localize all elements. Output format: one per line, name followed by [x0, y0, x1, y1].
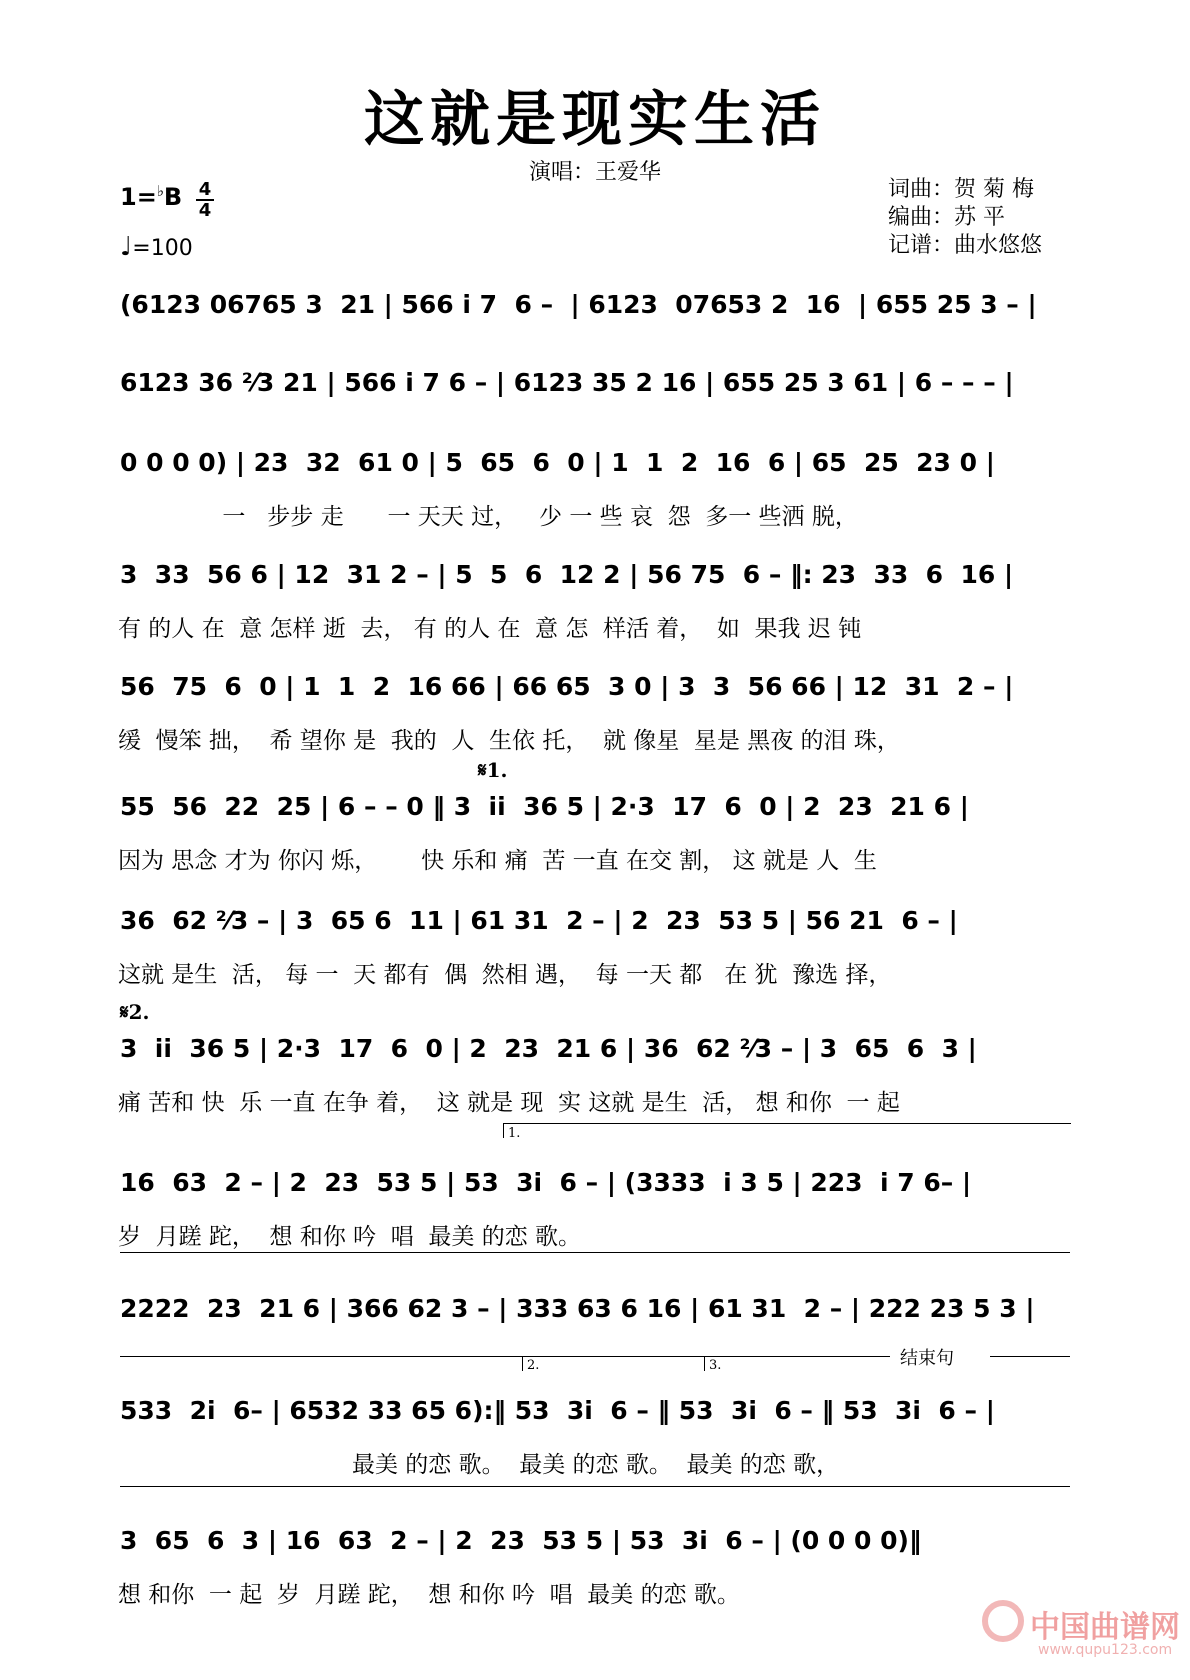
quarter-note-icon: ♩ — [120, 232, 133, 262]
lyrics-line: 有 的人 在 意 怎样 逝 去， 有 的人 在 意 怎 样活 着， 如 果我 迟 钝 — [118, 616, 862, 642]
tempo-marking — [120, 232, 193, 262]
notes-line: 3 ii 36 5 | 2·3 17 6 0 | 2 23 21 6 | 36 62 ²⁄3 – | 3 65 6 3 | — [120, 1034, 977, 1063]
notes-line: 56 75 6 0 | 1 1 2 16 66 | 66 65 3 0 | 3 3 56 66 | 12 31 2 – | — [120, 672, 1014, 701]
song-title: 这就是现实生活 — [364, 85, 826, 155]
lyrics-line: 一 步步 走 一 天天 过， 少 一 些 哀 怨 多一 些洒 脱， — [120, 504, 858, 530]
volta-1-label: 1. — [508, 1126, 521, 1141]
watermark-url: www.qupu123.com — [1038, 1642, 1173, 1658]
notes-line: 0 0 0 0) | 23 32 61 0 | 5 65 6 0 | 1 1 2 16 6 | 65 25 23 0 | — [120, 448, 995, 477]
volta-1-bracket — [503, 1123, 1071, 1138]
ending-phrase-rule — [990, 1356, 1070, 1357]
lyrics-line: 想 和你 一 起 岁 月蹉 跎， 想 和你 吟 唱 最美 的恋 歌。 — [118, 1582, 740, 1608]
volta-3-label: 3. — [709, 1358, 722, 1373]
ending-phrase-label: 结束句 — [900, 1348, 954, 1369]
credits-block — [888, 176, 1042, 260]
key-note: B — [163, 183, 183, 211]
lyrics-line: 这就 是生 活， 每 一 天 都有 偶 然相 遇， 每 一天 都 在 犹 豫选 择， — [118, 962, 892, 988]
flat-symbol: ♭ — [156, 182, 164, 200]
notes-line: 6123 36 ²⁄3 21 | 566 i 7 6 – | 6123 35 2 16 | 655 25 3 61 | 6 – – – | — [120, 368, 1014, 397]
lyrics-line: 因为 思念 才为 你闪 烁， 快 乐和 痛 苦 一直 在交 割， 这 就是 人 生 — [118, 848, 877, 874]
notes-line: 3 33 56 6 | 12 31 2 – | 5 5 6 12 2 | 56 75 6 – ‖: 23 33 6 16 | — [120, 560, 1014, 589]
time-signature-bottom: 4 — [196, 199, 214, 220]
lyrics-line: 痛 苦和 快 乐 一直 在争 着， 这 就是 现 实 这就 是生 活， 想 和你 一 起 — [118, 1090, 900, 1116]
notes-line: (6123 06765 3 21 | 566 i 7 6 – | 6123 07653 2 16 | 655 25 3 – | — [120, 290, 1037, 319]
notes-line: 55 56 22 25 | 6 – – 0 ‖ 3 ii 36 5 | 2·3 17 6 0 | 2 23 21 6 | — [120, 792, 969, 821]
time-signature-top: 4 — [198, 179, 212, 200]
credit-lyrics-music: 词曲：贺 菊 梅 — [888, 177, 1034, 202]
site-watermark — [982, 1600, 1182, 1670]
watermark-brand: 中国曲谱网 — [1030, 1610, 1180, 1645]
credit-arranger: 编曲：苏 平 — [888, 205, 1005, 230]
volta-3-bracket — [704, 1356, 885, 1371]
segno-mark-2: 𝄋2. — [120, 1000, 150, 1024]
notes-line: 2222 23 21 6 | 366 62 3 – | 333 63 6 16 | 61 31 2 – | 222 23 5 3 | — [120, 1294, 1035, 1323]
time-signature — [196, 180, 214, 220]
lyrics-line: 缓 慢笨 拙， 希 望你 是 我的 人 生依 托， 就 像星 星是 黑夜 的泪 珠， — [118, 728, 900, 754]
tempo-value: =100 — [132, 236, 193, 261]
notes-line: 3 65 6 3 | 16 63 2 – | 2 23 53 5 | 53 3i 6 – | (0 0 0 0)‖ — [120, 1526, 922, 1555]
notes-line: 533 2i 6– | 6532 33 65 6):‖ 53 3i 6 – ‖ 53 3i 6 – ‖ 53 3i 6 – | — [120, 1396, 995, 1425]
key-prefix: 1= — [120, 183, 157, 211]
singer-credit: 演唱：王爱华 — [528, 160, 661, 185]
notes-line: 16 63 2 – | 2 23 53 5 | 53 3i 6 – | (3333 i 3 5 | 223 i 7 6– | — [120, 1168, 972, 1197]
section-divider-top — [120, 1252, 1070, 1253]
lyrics-line: 岁 月蹉 跎， 想 和你 吟 唱 最美 的恋 歌。 — [118, 1224, 582, 1250]
notes-line: 36 62 ²⁄3 – | 3 65 6 11 | 61 31 2 – | 2 23 53 5 | 56 21 6 – | — [120, 906, 958, 935]
watermark-logo-icon — [982, 1600, 1024, 1642]
lyrics-line: 最美 的恋 歌。 最美 的恋 歌。 最美 的恋 歌， — [118, 1452, 840, 1478]
section-divider-bottom — [120, 1486, 1070, 1487]
key-signature — [120, 182, 182, 211]
segno-mark-1: 𝄋1. — [478, 758, 508, 782]
volta-2-bracket — [522, 1356, 703, 1371]
credit-transcriber: 记谱：曲水悠悠 — [888, 233, 1043, 258]
volta-2-label: 2. — [527, 1358, 540, 1373]
